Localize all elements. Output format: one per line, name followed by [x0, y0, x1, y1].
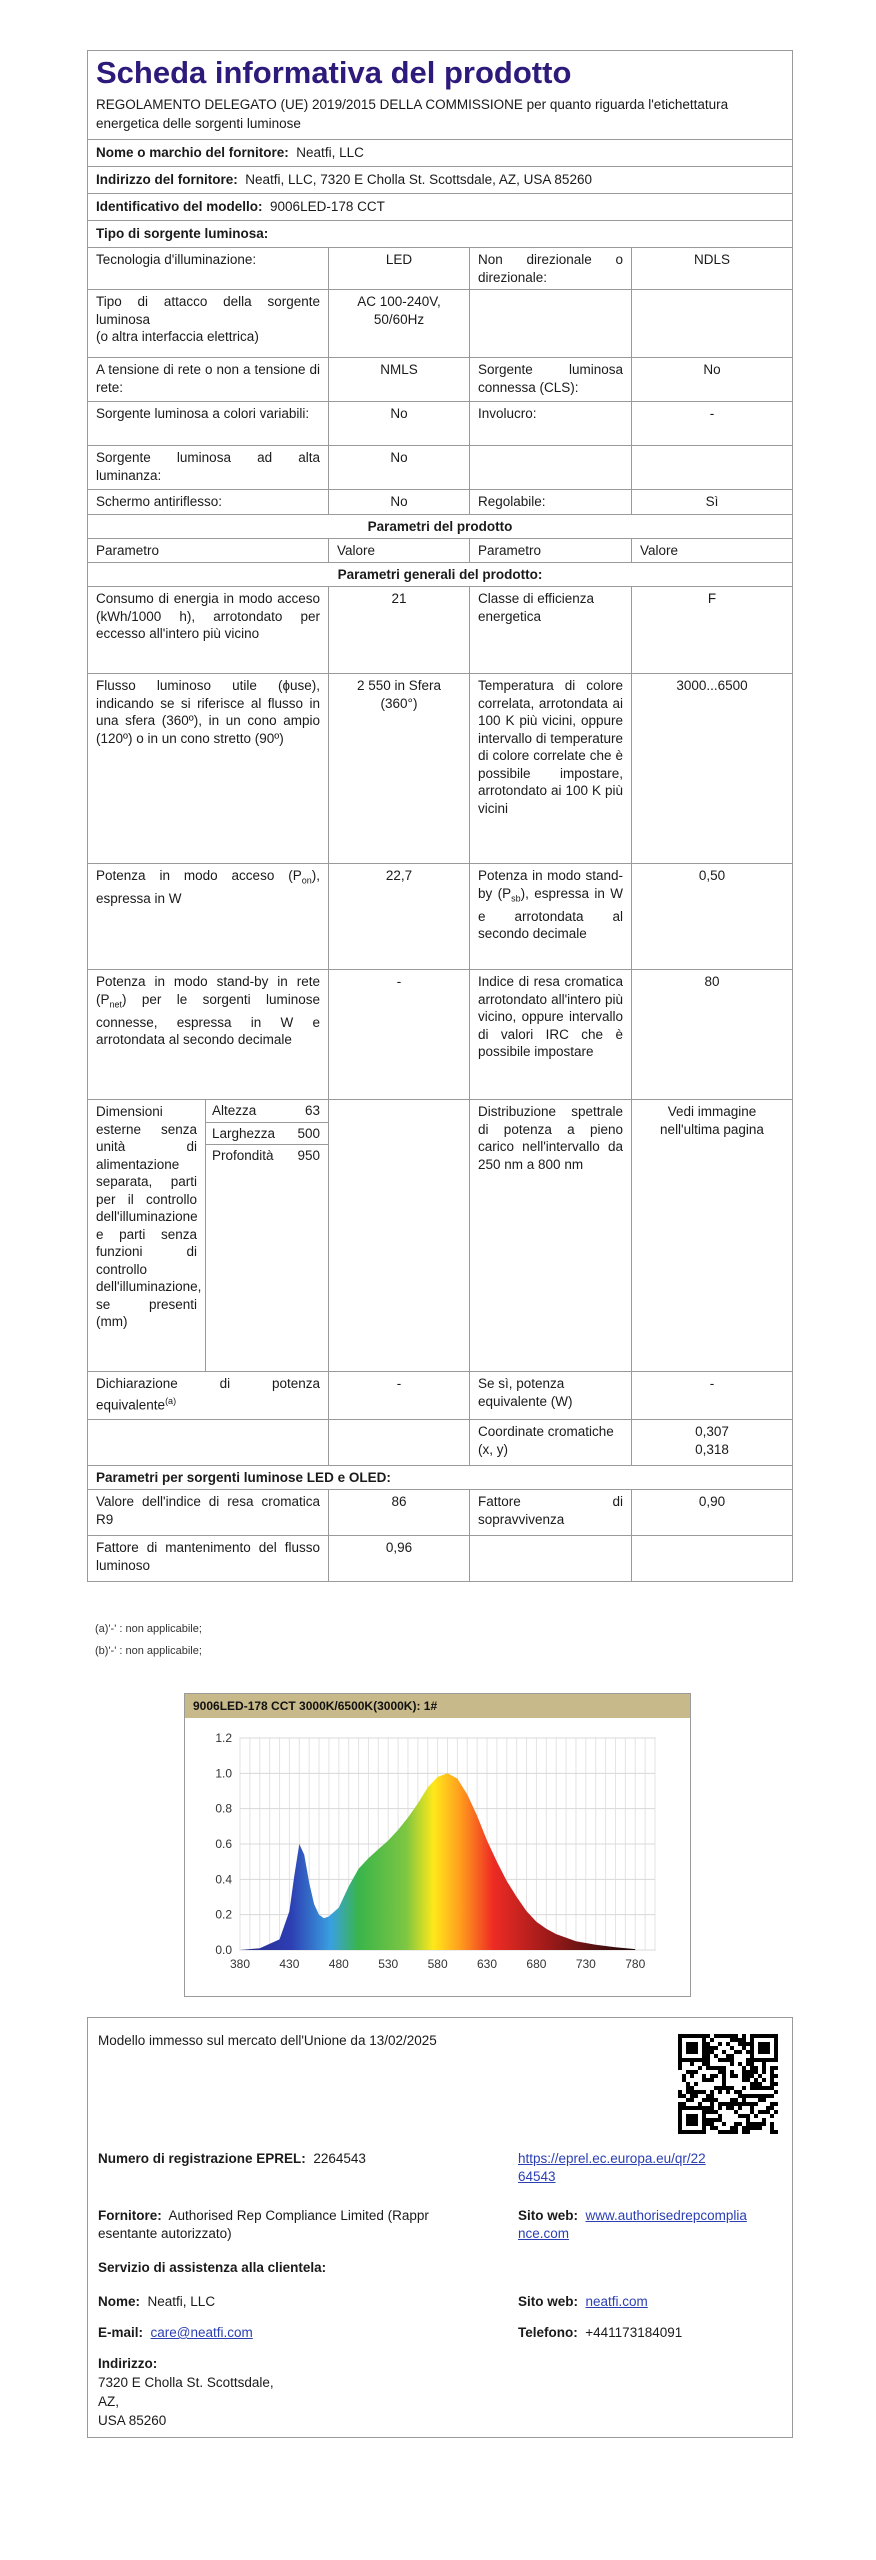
spectrum-plot [185, 1718, 690, 1994]
flux-value: 2 550 in Sfera (360°) [328, 673, 469, 863]
x-tick-label: 780 [625, 1957, 646, 1971]
env-label: Involucro: [469, 401, 631, 445]
dir-value: NDLS [631, 247, 792, 289]
site-link[interactable]: www.authorisedrepcomplia [585, 2208, 747, 2223]
model-value: 9006LED-178 CCT [270, 199, 385, 214]
x-tick-label: 530 [378, 1957, 399, 1971]
attach-label: Tipo di attacco della sorgente luminosa (o altra interfaccia elettrica) [88, 289, 328, 357]
attach-value: AC 100-240V, 50/60Hz [328, 289, 469, 357]
equivalent-watts-value: - [631, 1371, 792, 1419]
y-tick-label: 0.6 [215, 1837, 232, 1851]
x-tick-label: 580 [427, 1957, 448, 1971]
dimensions-cell [88, 1099, 328, 1371]
flux-label: Flusso luminoso utile (ɸuse), indicando se si riferisce al flusso in una sfera (360º), in un cono ampio (120º) o in un cono stretto (90º) [88, 673, 328, 863]
col-value: Valore [631, 538, 792, 563]
dimensions-label: Dimensioni esterne senza unità di alimentazione separata, parti per il controllo dell'illuminazione e parti senza funzioni di controllo dell'illuminazione, se presenti (mm) [88, 1100, 206, 1371]
cls-label: Sorgente luminosa connessa (CLS): [469, 357, 631, 401]
y-tick-label: 1.2 [215, 1731, 232, 1745]
chromaticity-label: Coordinate cromatiche (x, y) [469, 1419, 631, 1465]
site2-link[interactable]: neatfi.com [585, 2294, 648, 2309]
empty-cell [631, 445, 792, 489]
equivalent-power-label: Dichiarazione di potenza equivalente$^{(a)}$ [88, 1371, 328, 1419]
phone-value: +441173184091 [585, 2325, 683, 2340]
product-information-sheet [87, 50, 793, 1582]
supplier-label: Fornitore: [98, 2208, 162, 2223]
empty-cell [328, 1419, 469, 1465]
dir-label: Non direzionale o direzionale: [469, 247, 631, 289]
mains-value: NMLS [328, 357, 469, 401]
class-value: F [631, 586, 792, 673]
general-title: Parametri generali del prodotto: [88, 562, 792, 586]
survival-value: 0,90 [631, 1489, 792, 1535]
on-mode-power-label: Potenza in modo acceso $(P_{on})$, espressa in W [88, 863, 328, 969]
page-title: Scheda informativa del prodotto [96, 55, 572, 90]
y-tick-label: 0.2 [215, 1907, 232, 1922]
empty-cell [469, 445, 631, 489]
env-value: - [631, 401, 792, 445]
high-luminance-label: Sorgente luminosa ad alta luminanza: [88, 445, 328, 489]
standby-power-value: 0,50 [631, 863, 792, 969]
depth-label: Profondità [212, 1148, 274, 1163]
dimmable-value: Sì [631, 489, 792, 514]
class-label: Classe di efficienza energetica [469, 586, 631, 673]
params-title: Parametri del prodotto [88, 514, 792, 538]
width-value: 500 [297, 1125, 320, 1141]
address-value: Neatfi, LLC, 7320 E Cholla St. Scottsdale, AZ, USA 85260 [245, 172, 592, 187]
market-date: Modello immesso sul mercato dell'Unione da 13/02/2025 [98, 2033, 437, 2048]
equivalent-power-value: - [328, 1371, 469, 1419]
chromaticity-value: 0,307 0,318 [631, 1419, 792, 1465]
col-value: Valore [328, 538, 469, 563]
service-label: Servizio di assistenza alla clientela: [98, 2260, 327, 2275]
y-tick-label: 0.0 [215, 1943, 232, 1957]
y-tick-label: 1.0 [215, 1766, 232, 1781]
tech-label: Tecnologia d'illuminazione: [88, 247, 328, 289]
cct-label: Temperatura di colore correlata, arrotondata ai 100 K più vicini, oppure intervallo di temperature di colore correlate che è possibile impostare, arrotondato ai 100 K più vicini [469, 673, 631, 863]
r9-label: Valore dell'indice di resa cromatica R9 [88, 1489, 328, 1535]
reg-link[interactable]: https://eprel.ec.europa.eu/qr/22 64543 [518, 2151, 706, 2184]
site2-label: Sito web: [518, 2294, 578, 2309]
name-value: Neatfi, LLC [147, 2294, 216, 2309]
x-tick-label: 430 [279, 1957, 300, 1971]
address-row [88, 166, 792, 193]
height-label: Altezza [212, 1103, 257, 1118]
chart-title: 9006LED-178 CCT 3000K/6500K(3000K): 1# [185, 1694, 690, 1718]
col-param: Parametro [88, 538, 328, 562]
x-tick-label: 480 [328, 1957, 349, 1971]
qr-code[interactable] [677, 2033, 779, 2135]
spectrum-chart [184, 1693, 691, 1997]
color-label: Sorgente luminosa a colori variabili: [88, 401, 328, 445]
dimmable-label: Regolabile: [469, 489, 631, 514]
standby-power-label: Potenza in modo stand-by $(P_{sb})$, espressa in W e arrotondata al secondo decimale [469, 863, 631, 969]
supplier-value: Neatfi, LLC [296, 145, 364, 160]
x-tick-label: 680 [526, 1957, 547, 1971]
model-row [88, 193, 792, 220]
empty-cell [469, 289, 631, 357]
energy-label: Consumo di energia in modo acceso (kWh/1000 h), arrotondato per eccesso all'intero più vicino [88, 586, 328, 673]
site-label: Sito web: [518, 2208, 578, 2223]
empty-cell [631, 1535, 792, 1581]
x-tick-label: 380 [229, 1957, 251, 1971]
eprel-section: Modello immesso sul mercato dell'Unione da 13/02/2025 Numero di registrazione EPREL: 2264543 https://eprel.ec.europa.eu/qr/22 64543 Fornitore: Authorised Rep Compliance Limited (Rappr esentante autorizzato) Sito web: www.authorisedrepcomplia nce.com Servizio di assistenza alla clientela: Nome: Neatfi, LLC Sito web: neatfi.com E-mail: care@neatfi.com Telefono: +441173184091 Indirizzo: 7320 E Cholla St. Scottsdale, AZ, USA 85260 [87, 2017, 793, 2438]
empty-cell [631, 289, 792, 357]
footnote-b: (b)'-' : non applicabile; [95, 1645, 202, 1657]
y-tick-label: 0.8 [215, 1801, 232, 1816]
networked-standby-label: Potenza in modo stand-by in rete $(P_{net})$ per le sorgenti luminose connesse, espressa in W e arrotondata al secondo decimale [88, 969, 328, 1099]
source-type-row [88, 220, 792, 247]
reg-value: 2264543 [313, 2151, 366, 2166]
footnotes [95, 1618, 202, 1662]
on-mode-power-value: 22,7 [328, 863, 469, 969]
email-label: E-mail: [98, 2325, 144, 2340]
model-label: Identificativo del modello: [96, 199, 263, 214]
empty-cell [88, 1419, 328, 1465]
empty-cell [469, 1535, 631, 1581]
survival-label: Fattore di sopravvivenza [469, 1489, 631, 1535]
glare-value: No [328, 489, 469, 514]
equivalent-watts-label: Se sì, potenza equivalente (W) [469, 1371, 631, 1419]
regulation-subtitle: REGOLAMENTO DELEGATO (UE) 2019/2015 DELLA COMMISSIONE per quanto riguarda l'etichettatura energetica delle sorgenti luminose [96, 97, 729, 131]
spd-label: Distribuzione spettrale di potenza a pieno carico nell'intervallo da 250 nm a 800 nm [469, 1099, 631, 1371]
footnote-a: (a)'-' : non applicabile; [95, 1623, 202, 1635]
source-grid [88, 247, 792, 1581]
address-label: Indirizzo del fornitore: [96, 172, 238, 187]
high-luminance-value: No [328, 445, 469, 489]
mains-label: A tensione di rete o non a tensione di rete: [88, 357, 328, 401]
color-value: No [328, 401, 469, 445]
glare-label: Schermo antiriflesso: [88, 489, 328, 512]
width-label: Larghezza [212, 1125, 276, 1141]
maintenance-label: Fattore di mantenimento del flusso luminoso [88, 1535, 328, 1581]
x-tick-label: 630 [477, 1957, 498, 1971]
maintenance-value: 0,96 [328, 1535, 469, 1581]
address-block: Indirizzo: 7320 E Cholla St. Scottsdale, AZ, USA 85260 [98, 2356, 274, 2428]
energy-value: 21 [328, 586, 469, 673]
tech-value: LED [328, 247, 469, 289]
supplier-label: Nome o marchio del fornitore: [96, 145, 289, 160]
networked-standby-value: - [328, 969, 469, 1099]
source-type-label: Tipo di sorgente luminosa: [96, 226, 269, 241]
dimensions-values [206, 1100, 328, 1371]
name-label: Nome: [98, 2294, 141, 2309]
supplier-value: Authorised Rep Compliance Limited (Rappr [168, 2208, 429, 2223]
y-tick-label: 0.4 [215, 1872, 232, 1887]
r9-value: 86 [328, 1489, 469, 1535]
cct-value: 3000...6500 [631, 673, 792, 863]
supplier-row [88, 139, 792, 166]
cri-label: Indice di resa cromatica arrotondato all'intero più vicino, oppure intervallo di valori IRC che è possibile impostare [469, 969, 631, 1099]
height-value: 63 [304, 1103, 320, 1118]
cls-value: No [631, 357, 792, 401]
col-param: Parametro [469, 538, 631, 563]
empty-cell [328, 1099, 469, 1371]
x-tick-label: 730 [575, 1957, 596, 1971]
cri-value: 80 [631, 969, 792, 1099]
email-link[interactable]: care@neatfi.com [150, 2325, 253, 2340]
reg-label: Numero di registrazione EPREL: [98, 2151, 306, 2166]
led-title: Parametri per sorgenti luminose LED e OLED: [88, 1465, 792, 1489]
phone-label: Telefono: [518, 2325, 578, 2340]
depth-value: 950 [297, 1148, 320, 1163]
spd-value: Vedi immagine nell'ultima pagina [631, 1099, 792, 1371]
